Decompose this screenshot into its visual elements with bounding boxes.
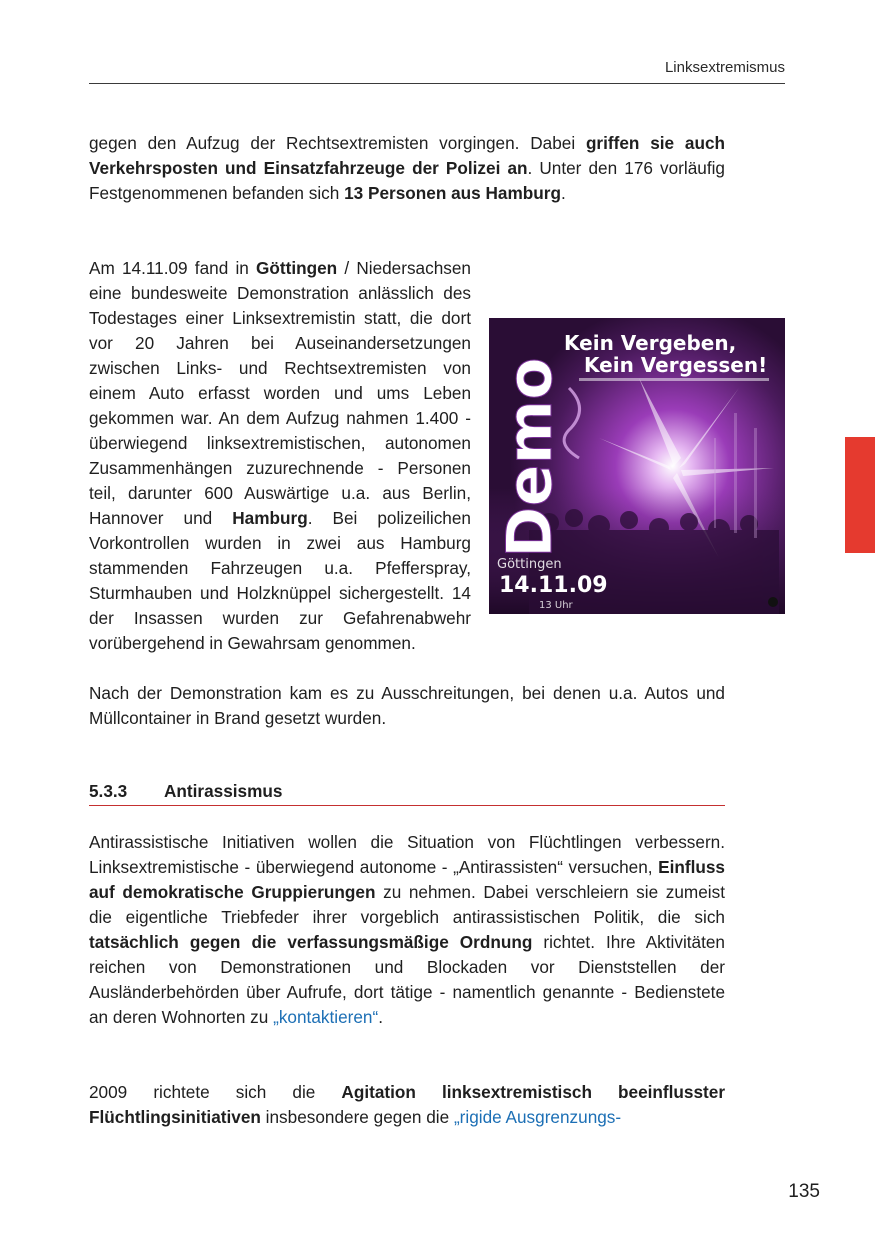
chapter-tab-marker bbox=[845, 437, 875, 553]
emphasis: Einfluss auf demokratische Gruppierungen bbox=[89, 857, 725, 902]
emphasis: tatsächlich gegen die verfassungsmäßige Ordnung bbox=[89, 932, 533, 952]
page-number: 135 bbox=[788, 1181, 820, 1202]
poster-vertical-word: Demo bbox=[493, 357, 566, 558]
poster-logo-icon bbox=[768, 597, 778, 607]
inline-link-kontaktieren[interactable]: „kontaktieren“ bbox=[273, 1007, 379, 1027]
poster-headline-line1: Kein Vergeben, bbox=[564, 331, 737, 355]
section-heading bbox=[89, 781, 725, 806]
emphasis: Hamburg bbox=[232, 508, 308, 528]
poster-time: 13 Uhr bbox=[539, 600, 573, 611]
paragraph-4: Antirassistische Initiativen wollen die Situation von Flüchtlingen verbessern. Linksextremistische - überwiegend autonome - „Antirassisten“ versuchen, Einfluss auf demokratische Gruppierungen zu nehmen. Dabei verschleiern sie zumeist die eigentliche Triebfeder ihrer vorgeblich antirassistischen Politik, die sich tatsächlich gegen die verfassungsmäßige Ordnung richtet. Ihre Aktivitäten reichen von Demonstrationen und Blockaden vor Dienststellen der Ausländerbehörden über Aufrufe, dort tätige - namentlich genannte - Bedienstete an deren Wohnorten zu „kontaktieren“. bbox=[89, 832, 725, 1027]
paragraph-5: 2009 richtete sich die Agitation linksextremistisch beeinflusster Flüchtlingsinitiativen insbesondere gegen die „rigide Ausgrenzungs- bbox=[89, 1082, 726, 1127]
demo-poster-artwork bbox=[489, 318, 785, 614]
emphasis: Agitation linksextremistisch beeinflusster Flüchtlingsinitiativen bbox=[89, 1082, 726, 1127]
emphasis: griffen sie auch Verkehrsposten und Einsatzfahrzeuge der Polizei an bbox=[89, 133, 726, 178]
section-title: Antirassismus bbox=[164, 781, 283, 801]
poster-headline-line2: Kein Vergessen! bbox=[584, 353, 768, 377]
poster-date: 14.11.09 bbox=[499, 573, 608, 598]
running-head-title: Linksextremismus bbox=[664, 59, 785, 76]
inline-link-ausgrenzung[interactable]: „rigide Ausgrenzungs- bbox=[453, 1107, 622, 1127]
paragraph-2: Am 14.11.09 fand in Göttingen / Niedersachsen eine bundesweite Demonstration anlässlich des Todestages einer Linksextremistin statt, die dort vor 20 Jahren bei Auseinandersetzungen zwischen Links- und Rechtsextremisten von einem Auto erfasst worden und ums Leben gekommen war. An dem Aufzug nahmen 1.400 - überwiegend linksextremistischen, autonomen Zusammenhängen zuzurechnende - Personen teil, darunter 600 Auswärtige u.a. aus Berlin, Hannover und Hamburg. Bei polizeilichen Vorkontrollen wurden in zwei aus Hamburg stammenden Fahrzeugen u.a. Pfefferspray, Sturmhauben und Holzknüppel sichergestellt. 14 der Insassen wurden zur Gefahrenabwehr vorübergehend in Gewahrsam genommen. bbox=[89, 258, 471, 653]
paragraph-1: gegen den Aufzug der Rechtsextremisten vorgingen. Dabei griffen sie auch Verkehrsposten und Einsatzfahrzeuge der Polizei an. Unter den 176 vorläufig Festgenommenen befanden sich 13 Personen aus Hamburg. bbox=[89, 133, 726, 203]
section-number: 5.3.3 bbox=[89, 781, 128, 801]
emphasis: Göttingen bbox=[256, 258, 338, 278]
paragraph-3: Nach der Demonstration kam es zu Ausschreitungen, bei denen u.a. Autos und Müllcontainer in Brand gesetzt wurden. bbox=[89, 683, 725, 728]
poster-city: Göttingen bbox=[497, 557, 562, 572]
running-header bbox=[89, 57, 785, 84]
demo-poster-image bbox=[489, 318, 785, 614]
emphasis: 13 Personen aus Hamburg bbox=[344, 183, 561, 203]
